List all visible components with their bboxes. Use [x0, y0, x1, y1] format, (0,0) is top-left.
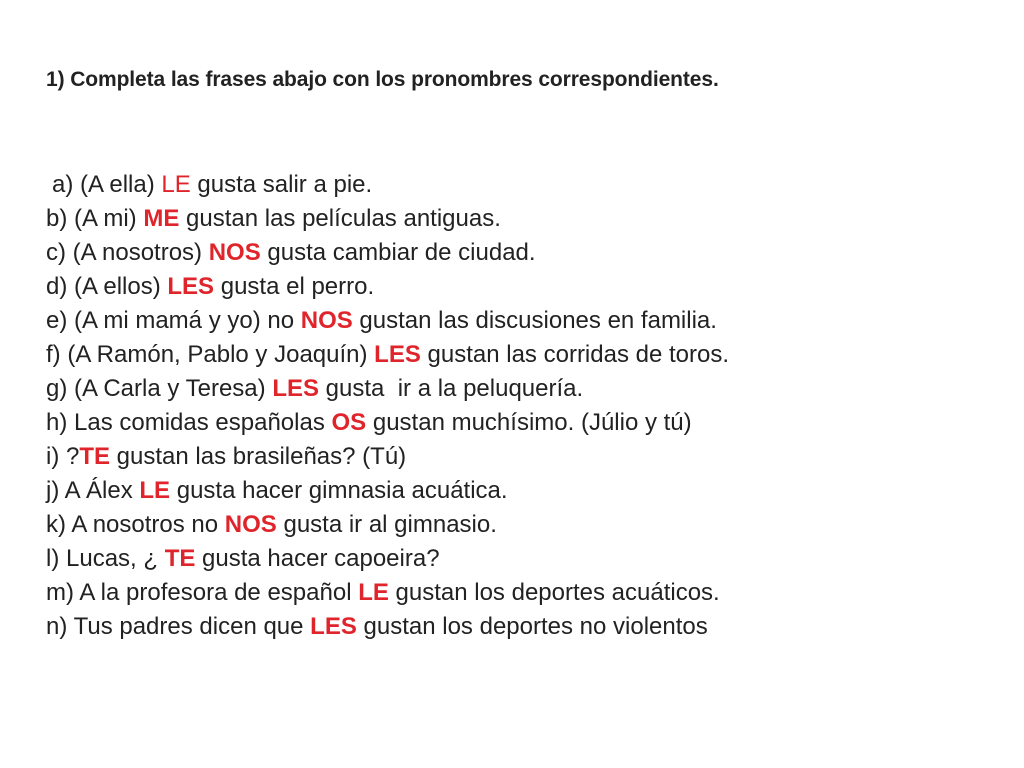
sentence-text-before: m) A la profesora de español — [46, 579, 359, 606]
answer-pronoun: OS — [331, 409, 367, 436]
answer-pronoun: LES — [272, 375, 319, 402]
answer-pronoun: LES — [374, 341, 421, 368]
answer-pronoun: LES — [167, 273, 215, 300]
sentence-text-after: gustan las películas antiguas. — [179, 205, 501, 232]
answer-pronoun: LE — [139, 477, 171, 504]
answer-pronoun: LE — [358, 579, 389, 606]
sentence-text-before: e) (A mi mamá y yo) no — [46, 307, 301, 334]
sentence-text-before: d) (A ellos) — [46, 273, 168, 300]
answer-pronoun: NOS — [300, 307, 353, 334]
sentence-text-after: gustan las discusiones en familia. — [352, 307, 717, 334]
sentence-list — [46, 168, 729, 644]
sentence-text-after: gustan los deportes no violentos — [356, 613, 708, 640]
sentence-text-after: gusta ir a la peluquería. — [319, 375, 584, 402]
sentence-text-before: a) (A ella) — [52, 171, 162, 198]
answer-pronoun: LE — [161, 171, 191, 198]
sentence-text-after: gustan los deportes acuáticos. — [388, 579, 720, 606]
answer-pronoun: NOS — [224, 511, 277, 538]
sentence-i — [46, 440, 729, 474]
sentence-f — [46, 338, 729, 372]
sentence-text-before: h) Las comidas españolas — [46, 409, 332, 436]
answer-pronoun: LES — [310, 613, 357, 640]
sentence-text-after: gusta salir a pie. — [190, 171, 373, 198]
sentence-text-before: i) ? — [46, 443, 80, 470]
sentence-text-after: gusta cambiar de ciudad. — [260, 239, 536, 266]
answer-pronoun: TE — [164, 545, 196, 572]
answer-pronoun: TE — [79, 443, 111, 470]
sentence-k — [46, 508, 729, 542]
answer-pronoun: ME — [143, 205, 180, 232]
sentence-text-before: k) A nosotros no — [46, 511, 225, 538]
sentence-n — [46, 610, 729, 644]
sentence-text-after: gustan muchísimo. (Júlio y tú) — [366, 409, 692, 436]
sentence-text-before: f) (A Ramón, Pablo y Joaquín) — [46, 341, 375, 368]
sentence-b — [46, 202, 729, 236]
sentence-a — [46, 168, 729, 202]
sentence-g — [46, 372, 729, 406]
sentence-text-before: c) (A nosotros) — [46, 239, 209, 266]
sentence-d — [46, 270, 729, 304]
sentence-text-after: gustan las corridas de toros. — [420, 341, 730, 368]
sentence-text-after: gusta el perro. — [214, 273, 375, 300]
sentence-text-after: gustan las brasileñas? (Tú) — [110, 443, 407, 470]
exercise-title: 1) Completa las frases abajo con los pronombres correspondientes. — [46, 68, 719, 91]
sentence-l — [46, 542, 729, 576]
sentence-e — [46, 304, 729, 338]
sentence-text-before: b) (A mi) — [46, 205, 144, 232]
sentence-text-after: gusta hacer gimnasia acuática. — [170, 477, 508, 504]
answer-pronoun: NOS — [208, 239, 261, 266]
sentence-text-after: gusta hacer capoeira? — [195, 545, 440, 572]
sentence-text-before: l) Lucas, ¿ — [46, 545, 165, 572]
sentence-text-before: j) A Álex — [46, 477, 140, 504]
sentence-c — [46, 236, 729, 270]
sentence-m — [46, 576, 729, 610]
sentence-text-before: n) Tus padres dicen que — [46, 613, 311, 640]
sentence-text-before: g) (A Carla y Teresa) — [46, 375, 273, 402]
sentence-j — [46, 474, 729, 508]
sentence-text-after: gusta ir al gimnasio. — [276, 511, 497, 538]
sentence-h — [46, 406, 729, 440]
